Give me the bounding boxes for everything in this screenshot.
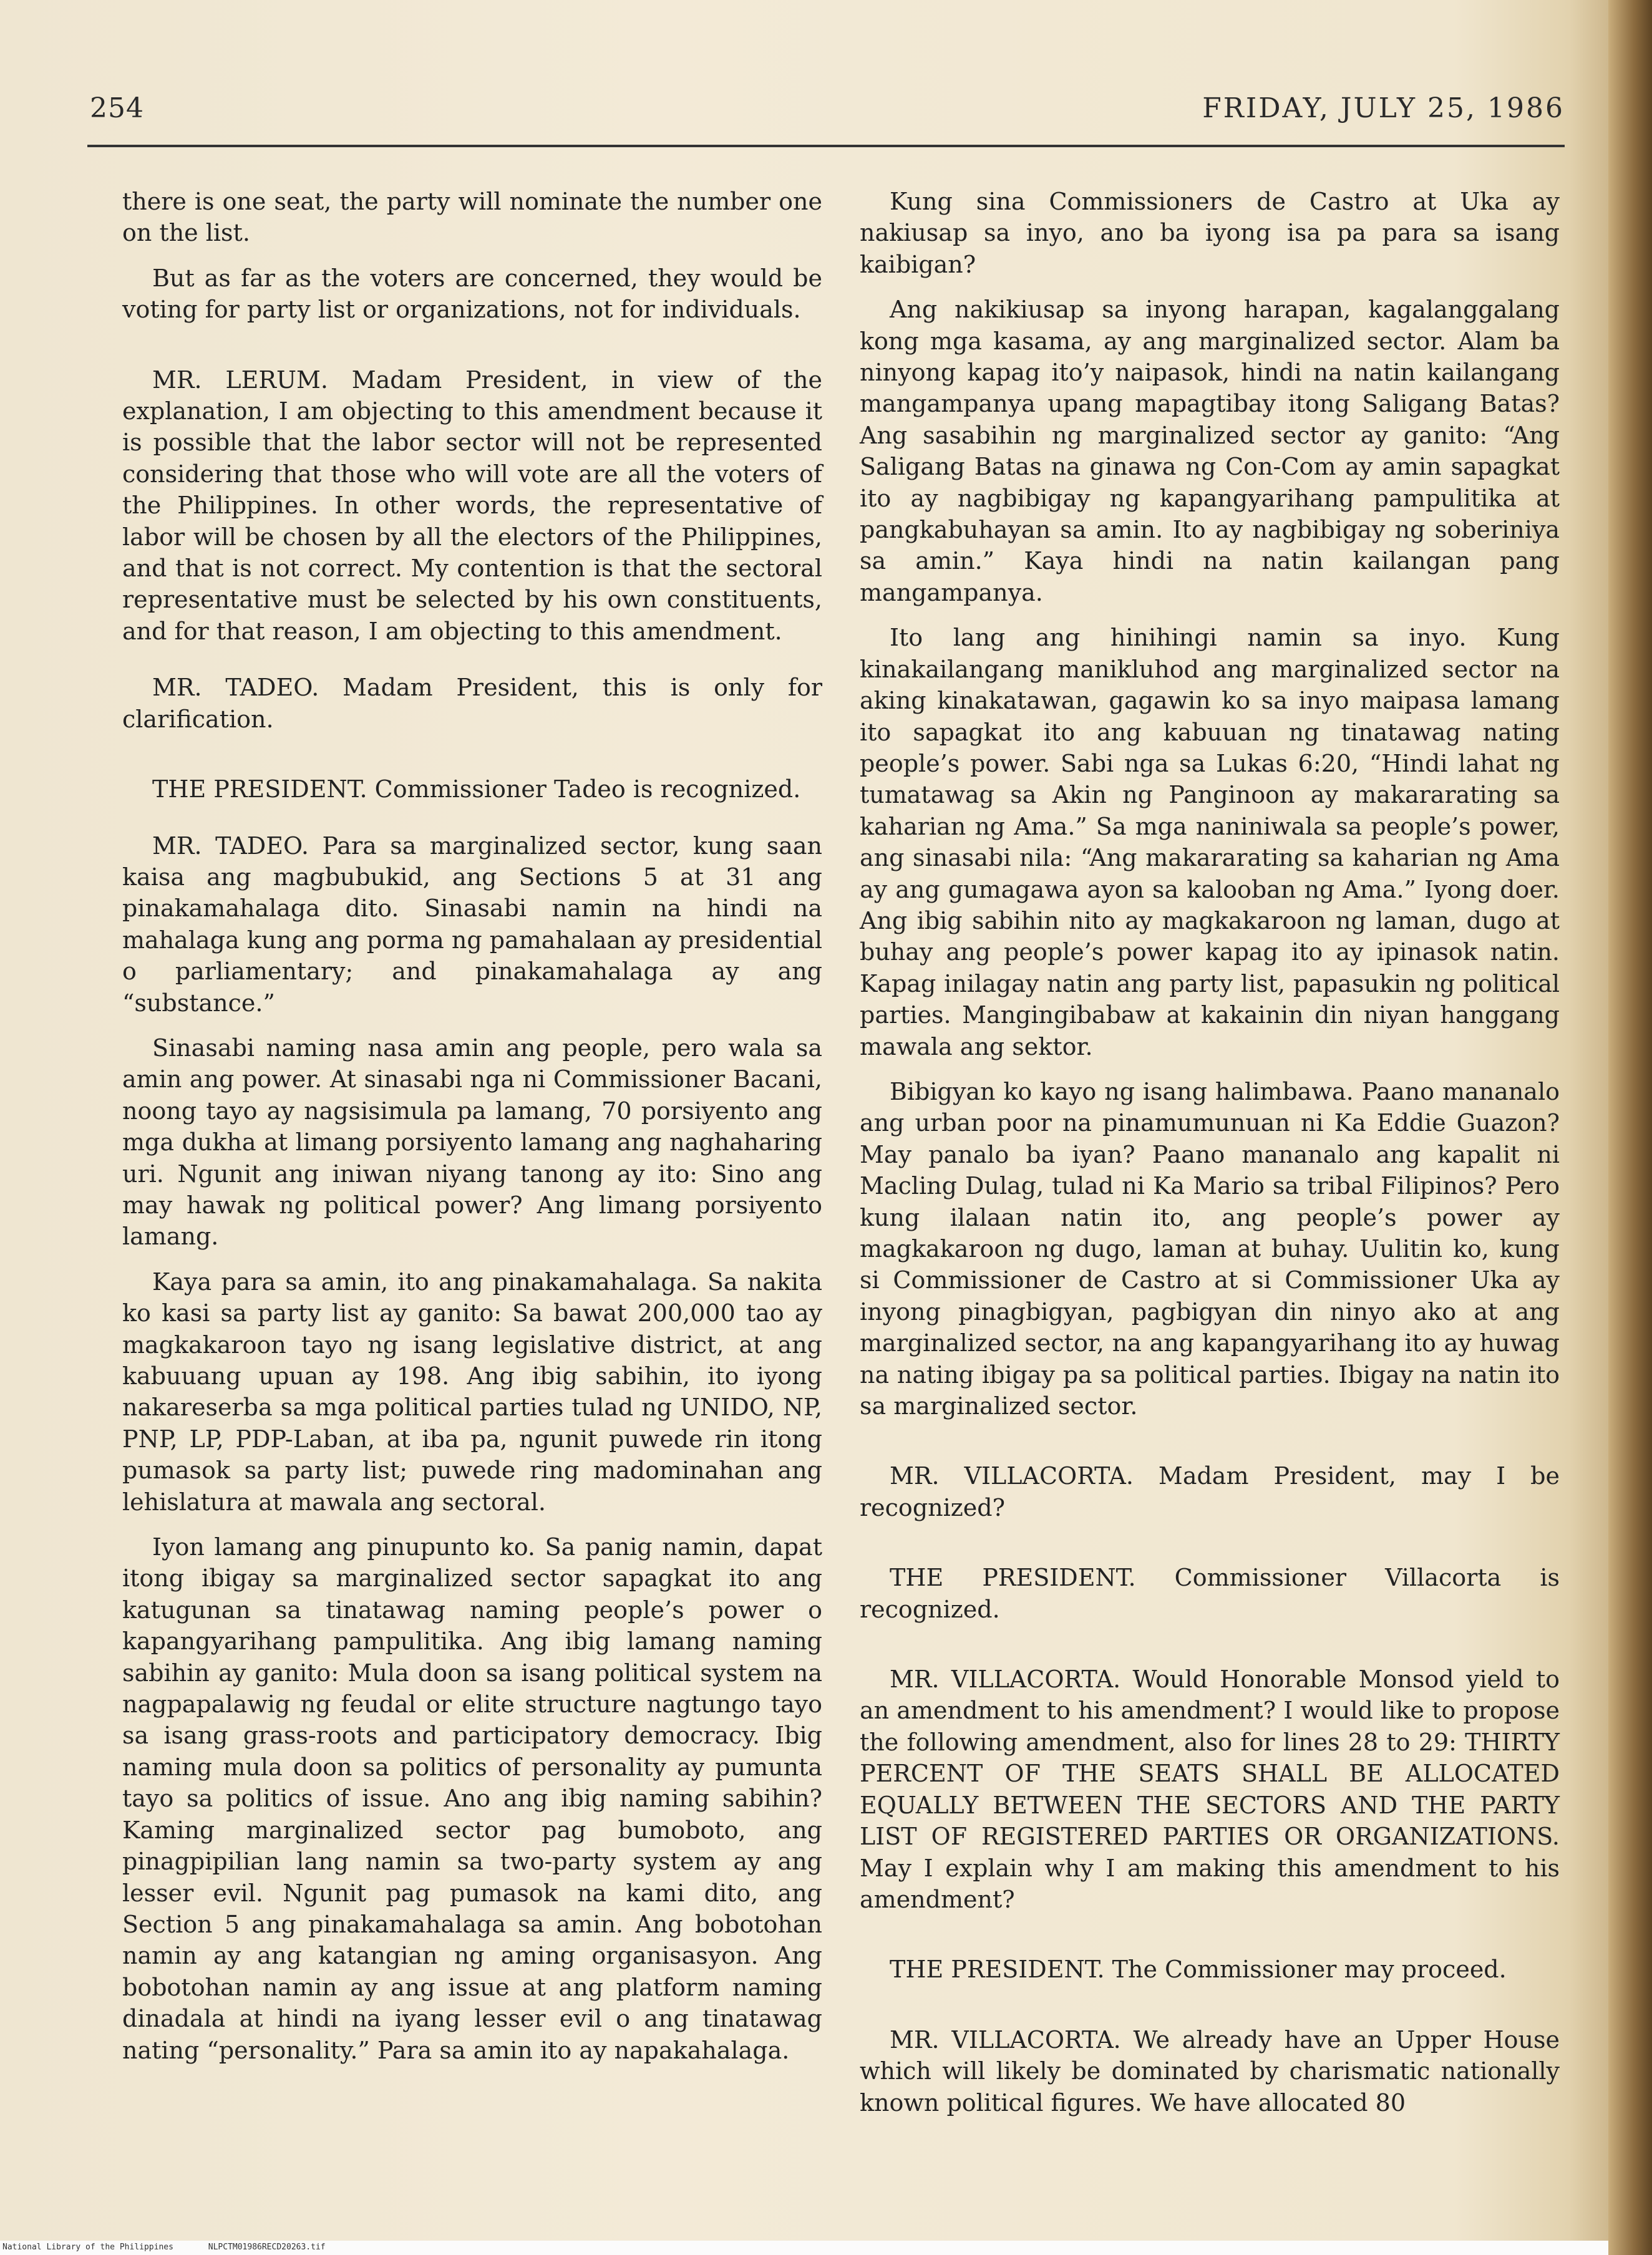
speaker-paragraph: MR. TADEO. Madam President, this is only for clarification. <box>122 674 822 733</box>
speaker-paragraph: MR. TADEO. Para sa marginalized sector, kung saan kaisa ang magbubukid, ang Sections 5 at 31 ang pinakamahalaga dito. Sinasabi namin na hindi na mahalaga kung ang porma ng pamahalaan ay presidential o parliamentary; and pinakamahalaga ay ang “substance.” <box>122 832 822 1017</box>
header-rule <box>87 145 1565 147</box>
paragraph: Ang nakikiusap sa inyong harapan, kagalanggalang kong mga kasama, ay ang marginalized sector. Alam ba ninyong kapag ito’y naipasok, hindi na natin kailangang mangampanya upang mapagtibay itong Saligang Batas? Ang sasabihin ng marginalized sector ay ganito: “Ang Saligang Batas na ginawa ng Con-Com ay amin sapagkat ito ay nagbibigay ng kapangyarihang pampulitika at pangkabuhayan sa amin. Ito ay nagbibigay ng soberiniya sa amin.” Kaya hindi na natin kailangan pang mangampanya. <box>860 296 1560 606</box>
speaker-paragraph: MR. VILLACORTA. We already have an Upper House which will likely be dominated by charismatic nationally known political figures. We have allocated 80 <box>860 2025 1560 2117</box>
paragraph: But as far as the voters are concerned, they would be voting for party list or organizations, not for individuals. <box>122 264 822 324</box>
speaker-paragraph: MR. VILLACORTA. Would Honorable Monsod yield to an amendment to his amendment? I would like to propose the following amendment, also for lines 28 to 29: THIRTY PERCENT OF THE SEATS SHALL BE ALLOCATED EQUALLY BETWEEN THE SECTORS AND THE PARTY LIST OF REGISTERED PARTIES OR ORGANIZATIONS. May I explain why I am making this amendment to his amendment? <box>860 1666 1560 1913</box>
paragraph: Kung sina Commissioners de Castro at Uka ay nakiusap sa inyo, ano ba iyong isa pa para sa isang kaibigan? <box>860 188 1560 278</box>
page-date: FRIDAY, JULY 25, 1986 <box>1202 92 1565 124</box>
paragraph: Bibigyan ko kayo ng isang halimbawa. Paano mananalo ang urban poor na pinamumunuan ni Ka Eddie Guazon? May panalo ba iyan? Paano mananalo ang kapalit ni Macling Dulag, tulad ni Ka Mario sa tribal Filipinos? Pero kung ilalaan natin ito, ang people’s power ay magkakaroon ng dugo, laman at buhay. Uulitin ko, kung si Commissioner de Castro at si Commissioner Uka ay inyong pinagbigyan, pagbigyan din ninyo ako at ang marginalized sector, na ang kapangyarihang ito ay huwag na nating ibigay pa sa political parties. Ibigay na natin ito sa marginalized sector. <box>860 1077 1560 1420</box>
speaker-paragraph: THE PRESIDENT. Commissioner Villacorta is recognized. <box>860 1564 1560 1623</box>
paragraph: Ito lang ang hinihingi namin sa inyo. Kung kinakailangang manikluhod ang marginalized sector na aking kinakatawan, gagawin ko sa inyo maipasa lamang ito sapagkat ito ang kabuuan ng tinatawag nating people’s power. Sabi nga sa Lukas 6:20, “Hindi lahat ng tumatawag sa Akin ng Panginoon ay makararating sa kaharian ng Ama.” Sa mga naniniwala sa people’s power, ang sinasabi nila: “Ang makararating sa kaharian ng Ama ay ang gumagawa ayon sa kalooban ng Ama.” Iyong doer. Ang ibig sabihin nito ay magkakaroon ng laman, dugo at buhay ang people’s power kapag ito ay ipinasok natin. Kapag inilagay natin ang party list, papasukin ng political parties. Mangingibabaw at kakainin din niyan hanggang mawala ang sektor. <box>860 624 1560 1060</box>
speaker-paragraph: MR. VILLACORTA. Madam President, may I be recognized? <box>860 1462 1560 1521</box>
speaker-paragraph: THE PRESIDENT. Commissioner Tadeo is recognized. <box>152 775 801 803</box>
speaker-paragraph: MR. LERUM. Madam President, in view of the explanation, I am objecting to this amendment because it is possible that the labor sector will not be represented considering that those who will vote are all the voters of the Philippines. In other words, the representative of labor will be chosen by all the electors of the Philippines, and that is not correct. My contention is that the sectoral representative must be selected by his own constituents, and for that reason, I am objecting to this amendment. <box>122 366 822 645</box>
page-number: 254 <box>90 92 144 124</box>
paragraph: Kaya para sa amin, ito ang pinakamahalaga. Sa nakita ko kasi sa party list ay ganito: Sa bawat 200,000 tao ay magkakaroon tayo ng isang legislative district, at ang kabuuang upuan ay 198. Ang ibig sabihin, ito iyong nakareserba sa mga political parties tulad ng UNIDO, NP, PNP, LP, PDP-Laban, at iba pa, ngunit puwede rin itong pumasok sa party list; puwede ring madominahan ang lehislatura at mawala ang sectoral. <box>122 1268 822 1516</box>
file-label: NLPCTM01986RECD20263.tif <box>208 2243 326 2252</box>
library-label: National Library of the Philippines <box>2 2243 173 2252</box>
speaker-paragraph: THE PRESIDENT. The Commissioner may proceed. <box>890 1956 1507 1984</box>
right-column <box>860 186 1560 2118</box>
paragraph: there is one seat, the party will nominate the number one on the list. <box>122 188 822 247</box>
paragraph: Sinasabi naming nasa amin ang people, pero wala sa amin ang power. At sinasabi nga ni Commissioner Bacani, noong tayo ay nagsisimula pa lamang, 70 porsiyento ang mga dukha at limang porsiyento lamang ang naghaharing uri. Ngunit ang iniwan niyang tanong ay ito: Sino ang may hawak ng political power? Ang limang porsiyento lamang. <box>122 1034 822 1251</box>
page-header <box>87 92 1565 136</box>
book-spine-shadow <box>1608 0 1652 2255</box>
scan-footer <box>0 2241 1608 2255</box>
left-column <box>122 186 822 2066</box>
paragraph: Iyon lamang ang pinupunto ko. Sa panig namin, dapat itong ibigay sa marginalized sector sapagkat ito ang katugunan sa tinatawag naming people’s power o kapangyarihang pampulitika. Ang ibig lamang naming sabihin ay ganito: Mula doon sa isang political system na nagpapalawig ng feudal or elite structure nagtungo tayo sa isang grass-roots and participatory democracy. Ibig naming mula doon sa politics of personality ay pumunta tayo sa politics of issue. Ano ang ibig naming sabihin? Kaming marginalized sector pag bumoboto, ang pinagpipilian lang namin sa two-party system ay ang lesser evil. Ngunit pag pumasok na kami dito, ang Section 5 ang pinakamahalaga sa amin. Ang bobotohan namin ay ang katangian ng aming organisasyon. Ang bobotohan namin ay ang issue at ang platform naming dinadala at hindi na iyang lesser evil o ang tinatawag nating “personality.” Para sa amin ito ay napakahalaga. <box>122 1533 822 2064</box>
